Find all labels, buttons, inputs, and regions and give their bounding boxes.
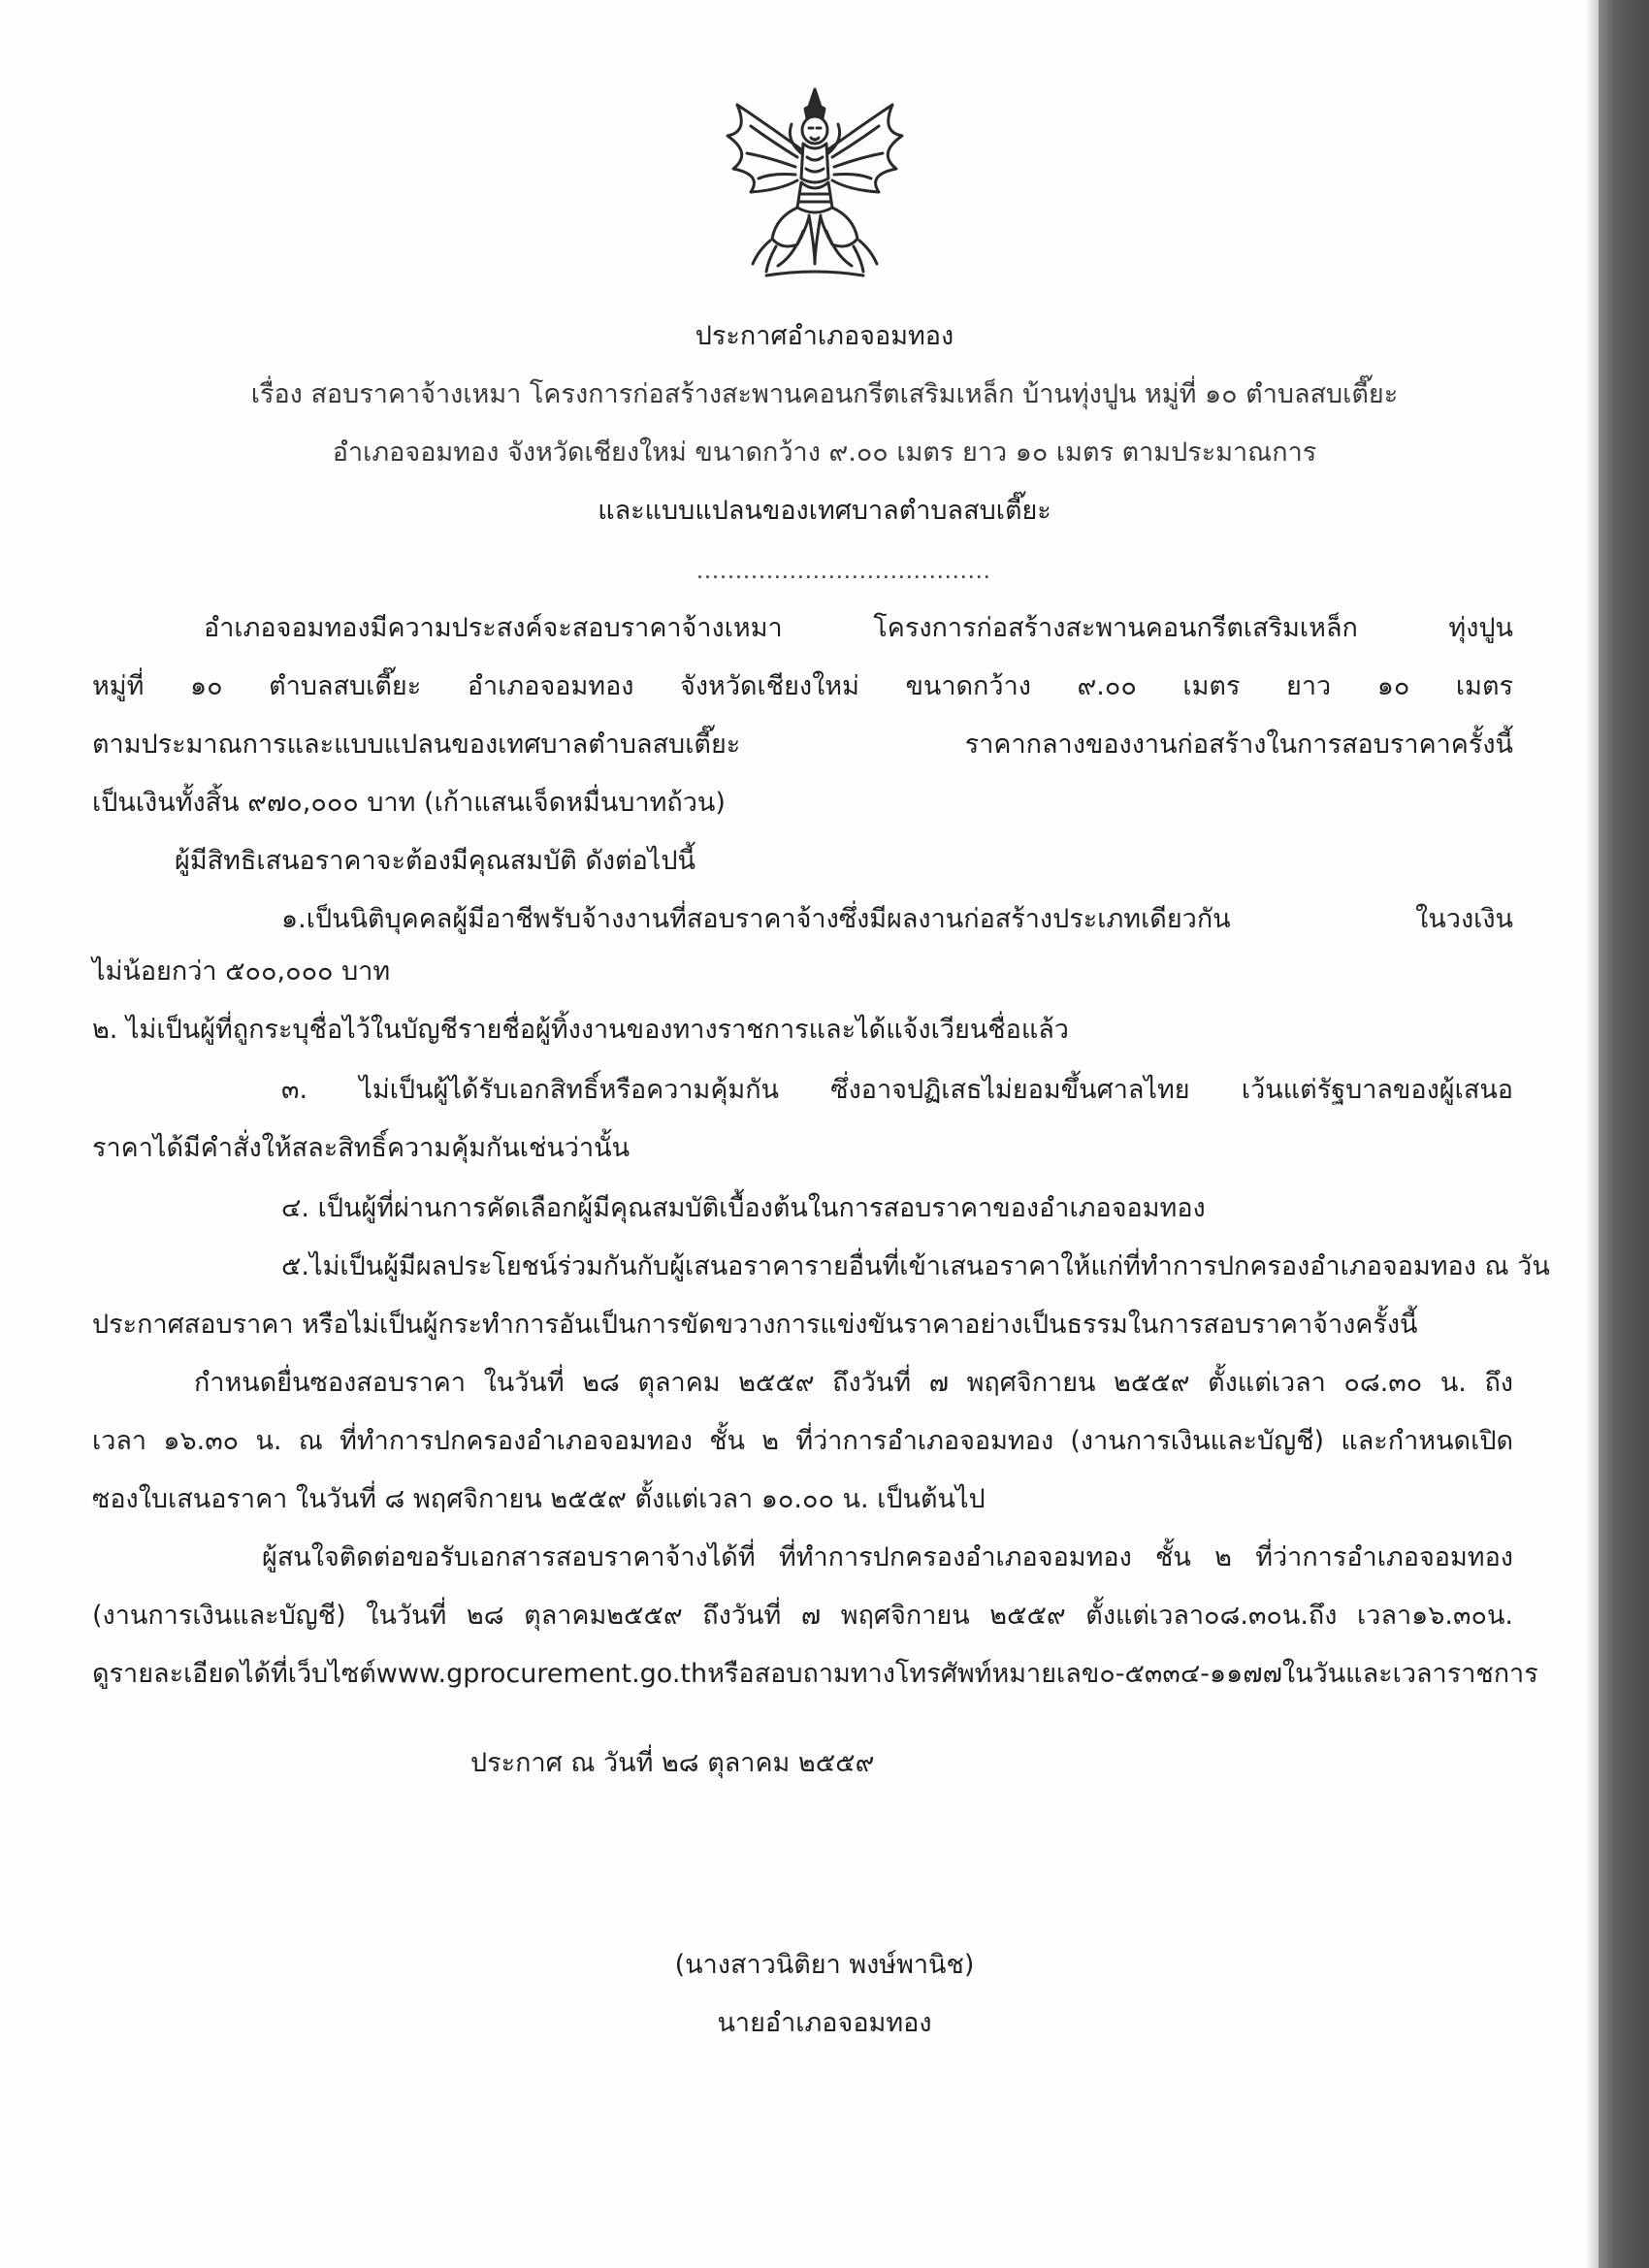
announcement-date: ประกาศ ณ วันที่ ๒๘ ตุลาคม ๒๕๕๙: [470, 1748, 875, 1778]
qualification-item-3-cont: ราคาได้มีคำสั่งให้สละสิทธิ์ความคุ้มกันเช่นว่านั้น: [92, 1133, 630, 1163]
schedule-line-3: ซองใบเสนอราคา ในวันที่ ๘ พฤศจิกายน ๒๕๕๙ ตั้งแต่เวลา ๑๐.๐๐ น. เป็นต้นไป: [92, 1484, 986, 1514]
qualification-item-1-cont: ไม่น้อยกว่า ๕๐๐,๐๐๐ บาท: [92, 956, 391, 987]
contact-line-3: ดูรายละเอียดได้ที่เว็บไซต์www.gprocurement.go.thหรือสอบถามทางโทรศัพท์หมายเลข๐-๕๓๓๔-๑๑๗๗ในวันและเวลาราชการ: [92, 1659, 1538, 1689]
subject-line-1: เรื่อง สอบราคาจ้างเหมา โครงการก่อสร้างสะพานคอนกรีตเสริมเหล็ก บ้านทุ่งปูน หมู่ที่ ๑๐ ตำบลสบเตี๊ยะ: [250, 379, 1399, 409]
qualification-item-5: ๕.ไม่เป็นผู้มีผลประโยชน์ร่วมกันกับผู้เสนอราคารายอื่นที่เข้าเสนอราคาให้แก่ที่ทำการปกครองอำเภอจอมทอง ณ วัน: [281, 1251, 1550, 1281]
qualification-heading: ผู้มีสิทธิเสนอราคาจะต้องมีคุณสมบัติ ดังต่อไปนี้: [175, 846, 695, 876]
signer-name: (นางสาวนิติยา พงษ์พานิช): [674, 1950, 975, 1980]
intro-line-2: หมู่ที่ ๑๐ ตำบลสบเตี๊ยะ อำเภอจอมทอง จังหวัดเชียงใหม่ ขนาดกว้าง ๙.๐๐ เมตร ยาว ๑๐ เมตร: [92, 671, 1513, 701]
qualification-item-3: ๓. ไม่เป็นผู้ได้รับเอกสิทธิ์หรือความคุ้มกัน ซึ่งอาจปฏิเสธไม่ยอมขึ้นศาลไทย เว้นแต่รัฐบาลของผู้เสนอ: [281, 1075, 1513, 1105]
qualification-item-5-cont: ประกาศสอบราคา หรือไม่เป็นผู้กระทำการอันเป็นการขัดขวางการแข่งขันราคาอย่างเป็นธรรมในการสอบราคาจ้างครั้งนี้: [92, 1310, 1418, 1340]
intro-line-4: เป็นเงินทั้งสิ้น ๙๗๐,๐๐๐ บาท (เก้าแสนเจ็ดหมื่นบาทถ้วน): [92, 788, 726, 818]
qualification-item-2: ๒. ไม่เป็นผู้ที่ถูกระบุชื่อไว้ในบัญชีรายชื่อผู้ทิ้งงานของทางราชการและได้แจ้งเวียนชื่อแล้ว: [92, 1015, 1069, 1045]
subject-line-2: อำเภอจอมทอง จังหวัดเชียงใหม่ ขนาดกว้าง ๙.๐๐ เมตร ยาว ๑๐ เมตร ตามประมาณการ: [332, 437, 1317, 468]
qualification-item-4: ๔. เป็นผู้ที่ผ่านการคัดเลือกผู้มีคุณสมบัติเบื้องต้นในการสอบราคาของอำเภอจอมทอง: [281, 1193, 1206, 1223]
contact-line-1: ผู้สนใจติดต่อขอรับเอกสารสอบราคาจ้างได้ที่ ที่ทำการปกครองอำเภอจอมทอง ชั้น ๒ ที่ว่าการอำเภอจอมทอง: [262, 1542, 1513, 1572]
intro-line-3: ตามประมาณการและแบบแปลนของเทศบาลตำบลสบเตี๊ยะ ราคากลางของงานก่อสร้างในการสอบราคาครั้งนี้: [92, 729, 1513, 760]
garuda-emblem-icon: [708, 85, 922, 289]
contact-line-2: (งานการเงินและบัญชี) ในวันที่ ๒๘ ตุลาคม๒๕๕๙ ถึงวันที่ ๗ พฤศจิกายน ๒๕๕๙ ตั้งแต่เวลา๐๘.๓๐น.ถึง เวลา๑๖.๓๐น.: [92, 1601, 1513, 1631]
qualification-item-1: ๑.เป็นนิติบุคคลผู้มีอาชีพรับจ้างงานที่สอบราคาจ้างซึ่งมีผลงานก่อสร้างประเภทเดียวกัน ในวงเงิน: [281, 904, 1513, 934]
announcement-title: ประกาศอำเภอจอมทอง: [695, 321, 954, 351]
schedule-line-1: กำหนดยื่นซองสอบราคา ในวันที่ ๒๘ ตุลาคม ๒๕๕๙ ถึงวันที่ ๗ พฤศจิกายน ๒๕๕๙ ตั้งแต่เวลา ๐๘.๓๐ น. ถึง: [194, 1368, 1513, 1398]
scan-edge-shadow: [1585, 0, 1599, 2268]
scan-edge: [1599, 0, 1649, 2268]
subject-line-3: และแบบแปลนของเทศบาลตำบลสบเตี๊ยะ: [598, 496, 1051, 526]
signer-title: นายอำเภอจอมทอง: [717, 2008, 932, 2038]
schedule-line-2: เวลา ๑๖.๓๐ น. ณ ที่ทำการปกครองอำเภอจอมทอง ชั้น ๒ ที่ว่าการอำเภอจอมทอง (งานการเงินและบัญชี) และกำหนดเปิด: [92, 1426, 1513, 1456]
title-divider: ......................................: [696, 560, 991, 584]
intro-line-1: อำเภอจอมทองมีความประสงค์จะสอบราคาจ้างเหมา โครงการก่อสร้างสะพานคอนกรีตเสริมเหล็ก ทุ่งปูน: [204, 613, 1513, 643]
